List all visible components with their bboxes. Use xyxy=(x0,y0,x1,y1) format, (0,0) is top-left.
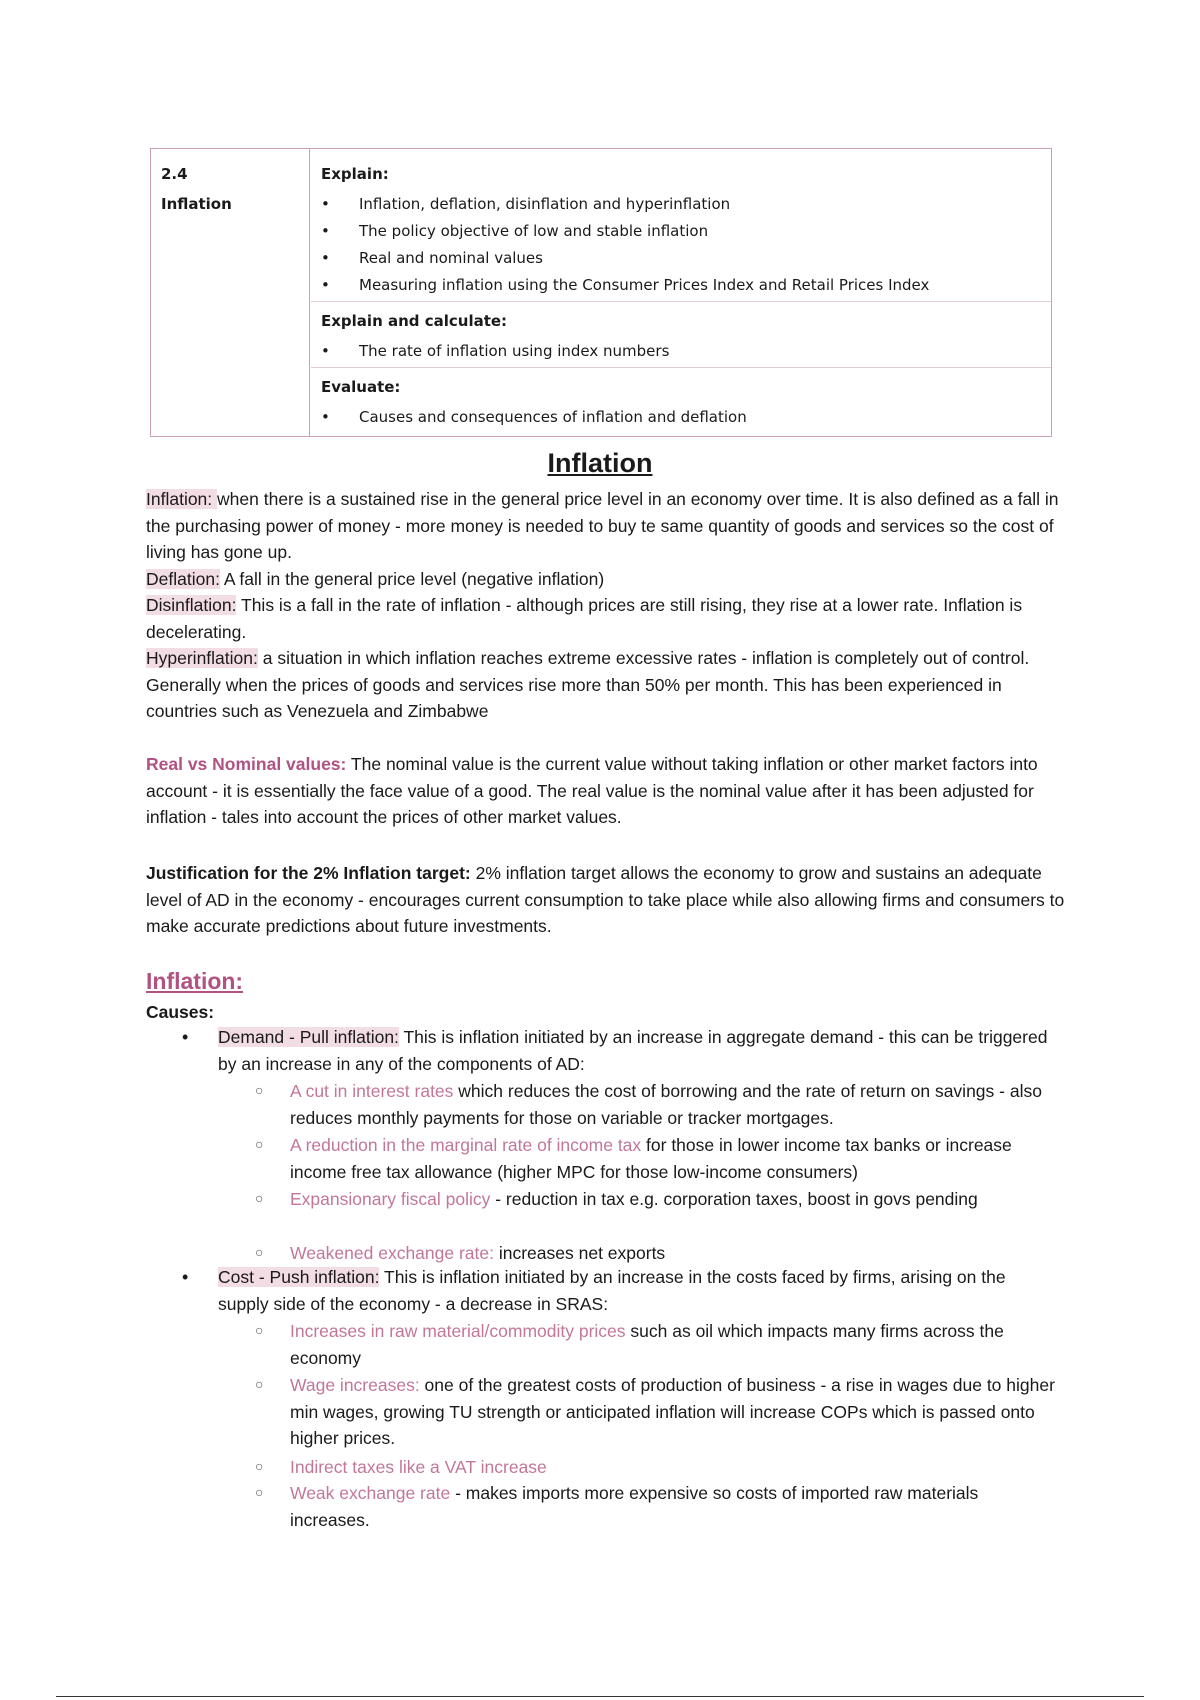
sub-item-term: Weak exchange rate xyxy=(290,1483,451,1503)
sub-bullet-glyph: ○ xyxy=(255,1322,264,1338)
term-deflation: Deflation: xyxy=(146,568,220,589)
definition-text: A fall in the general price level (negative inflation) xyxy=(219,568,605,589)
list-item-text: This is inflation initiated by an increase in the costs faced by firms, arising on the supply side of the economy - a decrease in SRAS: xyxy=(218,1267,1006,1314)
sub-item-text: which reduces the cost of borrowing and the rate of return on savings - also reduces monthly payments for those on variable or tracker mortgages. xyxy=(290,1081,1042,1128)
spec-code: 2.4 xyxy=(161,165,188,183)
spec-topic: Inflation xyxy=(161,195,232,213)
spec-list-item xyxy=(321,408,747,426)
footer-rule xyxy=(56,1696,1144,1697)
sub-item-text: - makes imports more expensive so costs of imported raw materials increases. xyxy=(290,1483,979,1530)
spec-item-text: The policy objective of low and stable inflation xyxy=(359,222,709,240)
sub-bullet-glyph: ○ xyxy=(255,1190,264,1206)
spec-list-item xyxy=(321,276,929,294)
spec-item-text: The rate of inflation using index numbers xyxy=(359,342,670,360)
spec-divider xyxy=(311,301,1051,302)
sub-list-item xyxy=(255,1454,1060,1481)
sub-item-text: - reduction in tax e.g. corporation taxes, boost in govs pending xyxy=(490,1189,978,1209)
section-heading: Inflation: xyxy=(146,968,244,994)
sub-list-item xyxy=(255,1240,1060,1267)
sub-item-term: Indirect taxes like a VAT increase xyxy=(290,1457,547,1477)
sub-item-term: Increases in raw material/commodity prices xyxy=(290,1321,626,1341)
spec-item-text: Real and nominal values xyxy=(359,249,543,267)
sub-list-item xyxy=(255,1480,1060,1533)
spec-item-text: Inflation, deflation, disinflation and hyperinflation xyxy=(359,195,731,213)
spec-item-text: Causes and consequences of inflation and deflation xyxy=(359,408,747,426)
sub-item-text: one of the greatest costs of production of business - a rise in wages due to higher min wages, growing TU strength or anticipated inflation will increase COPs which is passed onto higher prices. xyxy=(290,1375,1055,1448)
sub-list-item xyxy=(255,1132,1060,1185)
real-nominal-text: The nominal value is the current value without taking inflation or other market factors into account - it is essentially the face value of a good. The real value is the nominal value after it has been adjusted for inflation - tales into account the prices of other market values. xyxy=(146,754,1038,827)
page-title: Inflation xyxy=(547,448,653,478)
term-real-nominal: Real vs Nominal values: xyxy=(146,754,347,774)
sub-list-item xyxy=(255,1186,1060,1213)
sub-list-item xyxy=(255,1372,1060,1452)
bullet-glyph: • xyxy=(321,342,330,360)
term-justification: Justification for the 2% Inflation target: xyxy=(146,863,471,883)
real-nominal-paragraph xyxy=(146,751,1066,831)
spec-calc-heading: Explain and calculate: xyxy=(321,312,508,330)
sub-bullet-glyph: ○ xyxy=(255,1082,264,1098)
definition-text: This is a fall in the rate of inflation - although prices are still rising, they rise at a lower rate. Inflation is decelerating. xyxy=(146,595,1023,642)
spec-right-column xyxy=(311,149,1051,436)
sub-bullet-glyph: ○ xyxy=(255,1484,264,1500)
term-demand-pull: Demand - Pull inflation: xyxy=(218,1027,399,1047)
spec-left-column xyxy=(151,149,310,436)
bullet-glyph: • xyxy=(321,195,330,213)
spec-table xyxy=(150,148,1052,437)
spec-list-item xyxy=(321,222,708,240)
bullet-glyph: • xyxy=(321,249,330,267)
list-item-demand-pull xyxy=(182,1024,1058,1077)
sub-item-text: increases net exports xyxy=(493,1243,666,1263)
sub-item-term: Weakened exchange rate: xyxy=(290,1243,494,1263)
spec-list-item xyxy=(321,195,730,213)
list-item-text: This is inflation initiated by an increase in aggregate demand - this can be triggered by an increase in any of the components of AD: xyxy=(218,1027,1048,1074)
bullet-glyph: • xyxy=(321,222,330,240)
sub-item-term: A cut in interest rates xyxy=(290,1081,454,1101)
spec-list-item xyxy=(321,249,543,267)
spec-list-item xyxy=(321,342,669,360)
definition-hyperinflation xyxy=(146,645,1066,725)
spec-explain-heading: Explain: xyxy=(321,165,389,183)
term-cost-push: Cost - Push inflation: xyxy=(218,1267,380,1287)
definition-text: a situation in which inflation reaches extreme excessive rates - inflation is completely out of control. Generally when the prices of goods and services rise more than 50% per month. This has been experienced in countries such as Venezuela and Zimbabwe xyxy=(146,648,1030,721)
sub-item-text: for those in lower income tax banks or increase income free tax allowance (higher MPC for those low-income consumers) xyxy=(290,1135,1012,1182)
bullet-glyph: • xyxy=(182,1027,189,1047)
causes-label: Causes: xyxy=(146,1002,215,1022)
term-hyperinflation: Hyperinflation: xyxy=(146,648,258,668)
sub-item-term: A reduction in the marginal rate of income tax xyxy=(290,1135,642,1155)
definition-deflation xyxy=(146,566,1066,593)
spec-item-text: Measuring inflation using the Consumer Prices Index and Retail Prices Index xyxy=(359,276,930,294)
sub-bullet-glyph: ○ xyxy=(255,1136,264,1152)
sub-bullet-glyph: ○ xyxy=(255,1244,264,1260)
term-disinflation: Disinflation: xyxy=(146,595,237,615)
bullet-glyph: • xyxy=(321,276,330,294)
definition-disinflation xyxy=(146,592,1066,645)
sub-list-item xyxy=(255,1078,1060,1131)
spec-eval-heading: Evaluate: xyxy=(321,378,401,396)
sub-list-item xyxy=(255,1318,1060,1371)
definition-inflation xyxy=(146,486,1066,566)
sub-item-text: such as oil which impacts many firms across the economy xyxy=(290,1321,1004,1368)
sub-bullet-glyph: ○ xyxy=(255,1376,264,1392)
definitions-block xyxy=(146,486,1066,725)
sub-item-term: Wage increases: xyxy=(290,1375,420,1395)
bullet-glyph: • xyxy=(321,408,330,426)
justification-paragraph xyxy=(146,860,1066,940)
sub-item-term: Expansionary fiscal policy xyxy=(290,1189,491,1209)
list-item-cost-push xyxy=(182,1264,1058,1317)
bullet-glyph: • xyxy=(182,1267,189,1287)
term-inflation: Inflation: xyxy=(146,489,218,509)
justification-text: 2% inflation target allows the economy to grow and sustains an adequate level of AD in the economy - encourages current consumption to take place while also allowing firms and consumers to make accurate predictions about future investments. xyxy=(146,863,1065,936)
definition-text: when there is a sustained rise in the general price level in an economy over time. It is also defined as a fall in the purchasing power of money - more money is needed to buy te same quantity of goods and services so the cost of living has gone up. xyxy=(146,489,1059,562)
spec-divider xyxy=(311,367,1051,368)
sub-bullet-glyph: ○ xyxy=(255,1458,264,1474)
